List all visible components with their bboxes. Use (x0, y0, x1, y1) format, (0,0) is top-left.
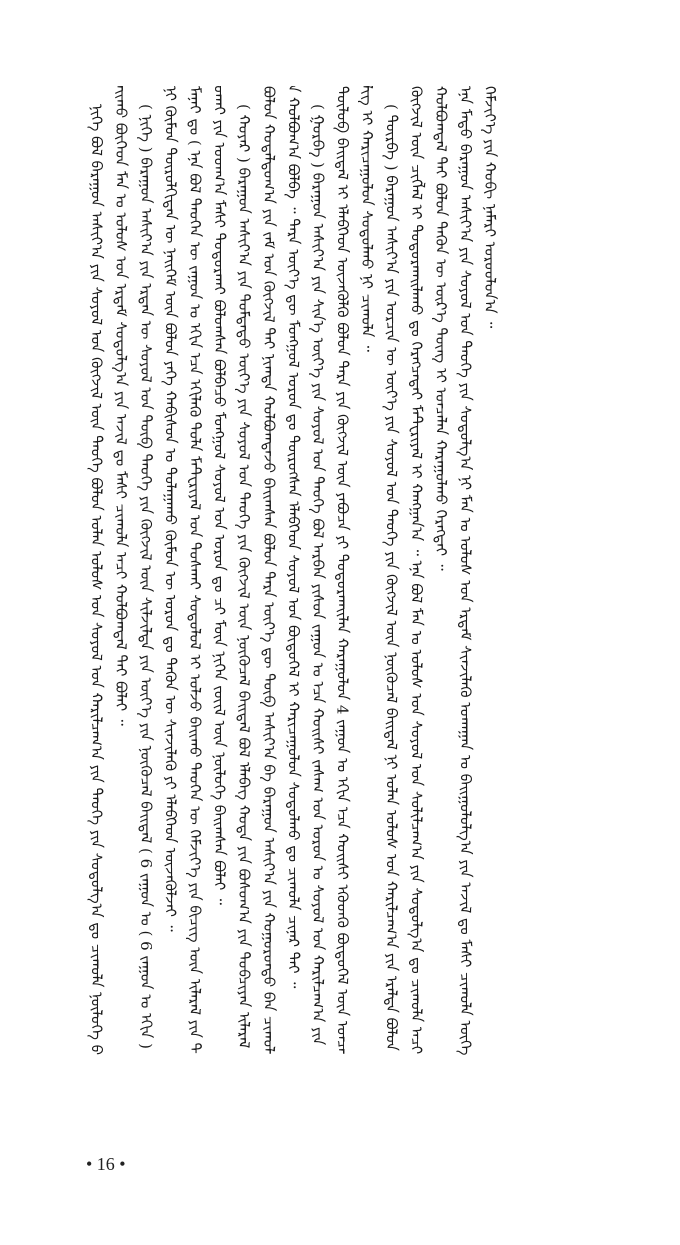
mongolian-vertical-text-block (84, 86, 609, 1056)
paragraph: ( ᠬᠣᠶᠠᠷ ) ᠪᠠᠷᠠᠭᠤᠨ ᠠᠰᠢᠶ᠎ᠠ ᠶᠢᠨ ᠳᠤᠮᠳᠠᠳᠤ ᠦᠶ᠎ᠡ ᠶᠢᠨ ᠰᠤᠶᠤᠯ ᠤᠨ ᠲᠡᠦᠬᠡ ᠶᠢᠨ ᠬᠥᠭᠵᠢᠯ ᠦᠨ ᠨᠥᠬᠥᠴᠡᠯ ᠪᠠᠢᠳᠠᠯ ᠪᠣᠯ ᠡᠯᠡᠪᠡᠭ ᠬᠣᠳᠠ ᠶᠢᠨ ᠪᠣᠰᠤᠭ᠎ᠠ ᠶᠢᠨ ᠲᠣᠪᠴᠢᠶᠠᠨ ᠢᠯᠡᠷᠡᠯ ᠪᠣᠯᠤᠨ ᠬᠤᠳᠠᠯᠳᠤᠭ᠎ᠠ ᠶᠢᠨ ᠵᠠᠮ ᠤᠨ ᠬᠥᠭᠵᠢᠯ ᠲᠡᠢ ᠨᠢᠭᠲᠠ ᠬᠣᠯᠪᠣᠭᠳᠠᠵᠤ ᠪᠠᠢᠭᠰᠠᠨ ᠪᠣᠯᠣᠨ ᠲᠡᠷᠡ ᠦᠶ᠎ᠡ ᠳᠦ ᠲᠥᠪ ᠠᠰᠢᠶ᠎ᠠ ᠪᠠ ᠪᠠᠷᠠᠭᠤᠨ ᠠᠰᠢᠶ᠎ᠠ ᠶᠢᠨ ᠬᠣᠭᠣᠷᠤᠨᠳᠤ ᠪᠠᠨ ᠴᠢᠬᠤᠯᠠ ᠬᠣᠯᠪᠣᠭ᠎ᠠ ᠪᠣᠯᠪᠠ ᠃ ᠲᠡᠷᠡ ᠦᠶ᠎ᠡ ᠳᠦ ᠮᠣᠩᠭᠣᠯ ᠣᠷᠣᠨ ᠳᠤ ᠲᠦᠷᠦᠭᠰᠡᠨ ᠡᠯᠡᠪᠭᠡᠳ ᠰᠤᠶᠤᠯ ᠤᠨ ᠪᠦᠲᠦᠭᠡᠯ ᠢ ᠬᠠᠷᠢᠴᠠᠭᠤᠯᠤᠨ ᠰᠤᠳᠤᠯᠬᠤ ᠳᠤ ᠴᠢᠬᠤᠯᠠ ᠴᠢᠨᠠᠷ ᠲᠠᠢ ᠃ (235, 86, 303, 1054)
paragraph: ᠨᠢᠭᠡ ᠪᠣᠯ ᠪᠠᠷᠠᠭᠤᠨ ᠠᠰᠢᠶ᠎ᠠ ᠶᠢᠨ ᠰᠤᠶᠤᠯ ᠤᠨ ᠬᠥᠭᠵᠢᠯ ᠦᠨ ᠲᠡᠦᠬᠡ ᠪᠣᠯᠣᠨ ᠣᠯᠠᠨ ᠤᠯᠤᠰ ᠤᠨ ᠰᠤᠶᠤᠯ ᠤᠨ ᠬᠠᠷᠢᠯᠴᠠᠭ᠎ᠠ ᠶᠢᠨ ᠲᠡᠦᠬᠡ ᠶᠢᠨ ᠰᠤᠳᠤᠯᠭ᠎ᠠ ᠳᠤ ᠴᠢᠬᠤᠯᠠ ᠨᠥᠯᠦᠭᠡ ᠪᠠᠢᠬᠤ ᠪᠥᠭᠡᠳ ᠮᠠᠨ ᠤ ᠤᠯᠤᠰ ᠤᠨ ᠡᠷᠳᠡᠮ ᠰᠤᠳᠤᠯᠭ᠎ᠠ ᠶᠢᠨ ᠠᠵᠢᠯ ᠳᠤ ᠮᠠᠰᠢ ᠴᠢᠬᠤᠯᠠ ᠠᠴᠢ ᠬᠣᠯᠪᠣᠭᠳᠠᠯ ᠲᠠᠢ ᠪᠣᠯᠠᠢ ᠃ (87, 86, 131, 1054)
paragraph: ( ᠨᠢᠭᠡ ) ᠪᠠᠷᠠᠭᠤᠨ ᠠᠰᠢᠶ᠎ᠠ ᠶᠢᠨ ᠡᠷᠲᠡᠨ ᠦ ᠰᠤᠶᠤᠯ ᠤᠨ ᠲᠥᠪ ᠲᠡᠦᠬᠡ ᠶᠢᠨ ᠬᠥᠭᠵᠢᠯ ᠦᠨ ᠰᠢᠯᠵᠢᠯᠲᠡ ᠶᠢᠨ ᠦᠶ᠎ᠡ ᠶᠢᠨ ᠨᠥᠬᠥᠴᠡᠯ ᠪᠠᠢᠳᠠᠯ ( 6 ᠵᠠᠭᠤᠨ ᠤ ( 6 ᠵᠠᠭᠤᠨ ᠤ ᠡᠬᠢᠨ ) ᠨᠢ ᠬᠦᠮᠦᠨ ᠲᠥᠷᠥᠯᠬᠢᠲᠡᠨ ᠦ ᠨᠡᠢᠭᠡᠮ ᠦᠨ ᠪᠣᠯᠣᠨ ᠶᠡᠬᠡ ᠬᠠᠪᠢᠰᠤᠨ ᠤ ᠲᠤᠯᠠᠭᠠᠬᠤ ᠬᠦᠮᠦᠨ ᠦ ᠣᠷᠣᠨ ᠳᠤ ᠲᠡᠭᠦᠨ ᠦ ᠰᠢᠨᠵᠢᠯᠡᠬᠦ ᠶᠢ ᠡᠯᠡᠪᠭᠡᠳ ᠦᠵᠡᠭᠦᠯᠵᠡᠢ ᠃ (136, 86, 180, 1049)
page-number: • 16 • (86, 1154, 126, 1174)
paragraph: ᠡᠨᠡ ᠮᠡᠲᠦ ᠪᠠᠷᠠᠭᠤᠨ ᠠᠰᠢᠶ᠎ᠠ ᠶᠢᠨ ᠰᠤᠶᠤᠯ ᠤᠨ ᠲᠡᠦᠬᠡ ᠶᠢᠨ ᠰᠤᠳᠤᠯᠭ᠎ᠠ ᠨᠢ ᠮᠠᠨ ᠤ ᠤᠯᠤᠰ ᠤᠨ ᠡᠷᠳᠡᠮ ᠰᠢᠨᠵᠢᠯᠡᠬᠦ ᠤᠬᠠᠭᠠᠨ ᠤ ᠪᠠᠢᠭᠤᠯᠤᠯᠭ᠎ᠠ ᠶᠢᠨ ᠠᠵᠢᠯ ᠳᠤ ᠮᠠᠰᠢ ᠴᠢᠬᠤᠯᠠ ᠦᠬᠡ ᠬᠡᠮᠵᠢᠶ᠎ᠡ ᠶᠢᠨ ᠬᠤᠪᠢ ᠨᠡᠮᠡᠷᠢ ᠣᠷᠤᠤᠯᠤᠨ᠎ᠠ ᠃ (456, 86, 500, 1056)
paragraph: ᠮᠠᠨᠠᠢ ᠳᠤ ( ᠡᠨᠡ ᠪᠣᠯ ᠲᠡᠦᠬᠡᠨ ᠦ ᠵᠠᠭᠤᠨ ᠤ ᠡᠬᠢᠨ ᠡᠴᠡ ᠡᠬᠢᠯᠡᠬᠦ ᠲᠤᠯᠠ ᠮᠠᠲ᠋ᠧᠷᠢᠶᠠᠯ ᠤᠨ ᠲᠤᠰᠬᠠᠢ ᠰᠤᠳᠤᠯᠤᠯ ᠢ ᠣᠯᠵᠤ ᠪᠠᠢᠬᠤ ᠲᠡᠦᠬᠡᠨ ᠦ ᠬᠡᠮᠵᠢᠶ᠎ᠡ ᠶᠢᠨ ᠪᠢᠴᠢᠭ ᠦᠨ ᠢᠯᠡᠷᠡᠯ ᠶᠢᠨ ᠲᠤᠬᠠᠢ ᠶᠢᠨ ᠤᠳᠬ᠎ᠠ ᠮᠠᠰᠢ ᠲᠣᠳᠣᠷᠬᠠᠢ ᠪᠣᠯᠤᠭᠰᠠᠨ ᠪᠣᠯᠪᠠᠴᠤ ᠮᠣᠩᠭᠣᠯ ᠰᠤᠶᠤᠯ ᠤᠨ ᠣᠷᠣᠨ ᠳᠤ ᠴᠢ ᠮᠥᠨ ᠨᠢᠭᠡᠨ ᠵᠦᠢᠯ ᠦᠨ ᠨᠥᠯᠦᠭᠡ ᠪᠠᠢᠭᠰᠠᠨ ᠪᠣᠯᠠᠢ ᠃ (185, 86, 229, 1053)
paragraph: ( ᠳᠥᠷᠪᠡ ) ᠪᠠᠷᠠᠭᠤᠨ ᠠᠰᠢᠶ᠎ᠠ ᠶᠢᠨ ᠣᠷᠴᠢᠨ ᠦ ᠦᠶ᠎ᠡ ᠶᠢᠨ ᠰᠤᠶᠤᠯ ᠤᠨ ᠲᠡᠦᠬᠡ ᠶᠢᠨ ᠬᠥᠭᠵᠢᠯ ᠦᠨ ᠨᠥᠬᠥᠴᠡᠯ ᠪᠠᠢᠳᠠᠯ ᠨᠢ ᠣᠯᠠᠨ ᠤᠯᠤᠰ ᠤᠨ ᠬᠠᠷᠢᠯᠴᠠᠭ᠎ᠠ ᠶᠢᠨ ᠡᠷᠡᠯᠲᠡ ᠪᠣᠯᠣᠨ ᠬᠥᠭᠵᠢᠯ ᠦᠨ ᠴᠢᠭᠯᠡᠯ ᠢ ᠲᠣᠳᠣᠷᠬᠠᠢᠯᠠᠬᠤ ᠳᠤ ᠬᠡᠷᠡᠭᠴᠡᠲᠡᠢ ᠮᠠᠲ᠋ᠧᠷᠢᠶᠠᠯ ᠢ ᠬᠠᠩᠭᠠᠨ᠎ᠠ ᠃ ᠡᠨᠡ ᠪᠣᠯ ᠮᠠᠨ ᠤ ᠤᠯᠤᠰ ᠤᠨ ᠰᠤᠶᠤᠯ ᠤᠨ ᠰᠣᠯᠢᠯᠴᠠᠭ᠎ᠠ ᠶᠢᠨ ᠰᠤᠳᠤᠯᠭ᠎ᠠ ᠳᠤ ᠴᠢᠬᠤᠯᠠ ᠠᠴᠢ ᠬᠣᠯᠪᠣᠭᠳᠠᠯ ᠲᠠᠢ ᠪᠣᠯᠤᠨ ᠲᠡᠭᠦᠨ ᠦ ᠦᠷ᠎ᠡ ᠳᠦᠩ ᠢ ᠣᠨᠴᠠᠯᠠᠨ ᠬᠠᠷᠠᠭᠤᠯᠬᠤ ᠬᠡᠷᠡᠭᠲᠡᠢ ᠃ (382, 86, 450, 1055)
paragraph: ( ᠭᠤᠷᠪᠠ ) ᠪᠠᠷᠠᠭᠤᠨ ᠠᠰᠢᠶ᠎ᠠ ᠶᠢᠨ ᠰᠢᠨ᠎ᠡ ᠦᠶ᠎ᠡ ᠶᠢᠨ ᠰᠤᠶᠤᠯ ᠤᠨ ᠲᠡᠦᠬᠡ ᠪᠣᠯ ᠠᠷᠪᠠᠨ ᠶᠢᠰᠦᠨ ᠵᠠᠭᠤᠨ ᠤ ᠡᠴᠡ ᠬᠣᠢᠰᠢ ᠵᠠᠰᠠᠭ ᠤᠨ ᠣᠷᠣᠨ ᠤ ᠰᠤᠶᠤᠯ ᠤᠨ ᠬᠠᠷᠢᠯᠴᠠᠭ᠎ᠠ ᠶᠢᠨ ᠲᠥᠯᠥᠪ ᠪᠠᠢᠳᠠᠯ ᠢ ᠡᠯᠡᠪᠭᠡᠳ ᠦᠵᠡᠭᠦᠯᠬᠦ ᠪᠣᠯᠣᠨ ᠲᠡᠷᠡ ᠶᠢᠨ ᠬᠥᠭᠵᠢᠯ ᠦᠨ ᠶᠠᠪᠤᠴᠠ ᠶᠢ ᠲᠣᠳᠣᠷᠬᠠᠢᠯᠠᠨ ᠬᠠᠷᠠᠭᠤᠯᠤᠨ 4 ᠵᠠᠭᠤᠨ ᠤ ᠡᠬᠢᠨ ᠡᠴᠡ ᠬᠣᠢᠰᠢ ᠡᠭᠦᠳᠬᠦ ᠪᠦᠲᠦᠭᠡᠯ ᠦᠨ ᠣᠨᠴᠠᠯᠢᠭ ᠢ ᠬᠠᠷᠢᠴᠠᠭᠤᠯᠤᠨ ᠰᠤᠳᠤᠯᠬᠤ ᠨᠢ ᠴᠢᠬᠤᠯᠠ ᠃ (308, 86, 377, 1054)
